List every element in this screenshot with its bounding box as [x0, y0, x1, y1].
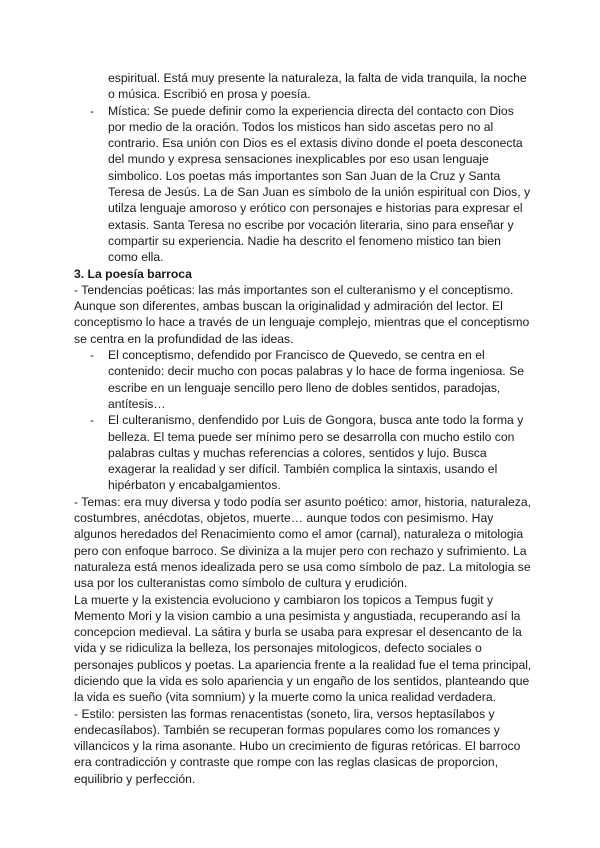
paragraph-tendencias: - Tendencias poéticas: las más importantes son el culteranismo y el conceptismo. Aunque son diferentes, ambas buscan la originalidad y admiración del lector. El conceptismo lo hace a través de un lenguaje complejo, mientras que el conceptismo se centra en la profundidad de las ideas. — [74, 282, 530, 346]
continued-paragraph: espiritual. Está muy presente la naturaleza, la falta de vida tranquila, la noche o música. Escribió en prosa y poesía. — [108, 71, 527, 102]
paragraph-temas: - Temas: era muy diversa y todo podía ser asunto poético: amor, historia, naturaleza, costumbres, anécdotas, objetos, muerte… aunque todos con pesimismo. Hay algunos heredados del Renacimiento como el amor (carnal), naturaleza o mitologia pero con enfoque barroco. Se diviniza a la mujer pero con rechazo y sufrimiento. La naturaleza está menos idealizada pero se usa como símbolo de paz. La mitologia se usa por los culteranistas como símbolo de cultura y erudición. — [74, 494, 532, 591]
list-item-text: El culteranismo, denfendido por Luis de Gongora, busca ante todo la forma y belleza. El tema puede ser mínimo pero se desarrolla con mucho estilo con palabras cultas y muchas referencias a colores, sentidos y lujo. Busca exagerar la realidad y ser difícil. También complica la sintaxis, usando el hipérbaton y encabalgamientos. — [108, 413, 524, 493]
list-item-conceptismo — [74, 347, 534, 412]
paragraph-muerte: La muerte y la existencia evoluciono y cambiaron los topicos a Tempus fugit y Memento Mori y la vision cambio a una pesimista y angustiada, recuperando así la concepcion medieval. La sátira y burla se usaba para expresar el desencanto de la vida y se ridiculiza la belleza, los personajes mitologicos, defecto sociales o personajes publicos y poetas. La apariencia frente a la realidad fue el tema principal, diciendo que la vida es solo apariencia y un engaño de los sentidos, planteando que la vida es sueño (vita somnium) y la muerte como la unica realidad verdadera. — [74, 592, 532, 705]
paragraph-estilo: - Estilo: persisten las formas renacentistas (soneto, lira, versos heptasílabos y endecasílabos). También se recuperan formas populares como los romances y villancicos y la rima asonante. Hubo un crecimiento de figuras retóricas. El barroco era contradicción y contraste que rompe con las reglas clasicas de proporcion, equilibrio y perfección. — [74, 706, 521, 786]
list-item-text: Mística: Se puede definir como la experiencia directa del contacto con Dios por medio de la oración. Todos los misticos han sido ascetas pero no al contrario. Esa unión con Dios es el extasis divino donde el poeta desconecta del mundo y expresa sensaciones inexplicables por eso usan lenguaje simbolico. Los poetas más importantes son San Juan de la Cruz y Santa Teresa de Jesús. La de San Juan es símbolo de la unión espiritual con Dios, y utilza lenguaje amoroso y erótico con personajes e historias para expresar el extasis. Santa Teresa no escribe por vocación literaria, sino para enseñar y compartir su experiencia. Nadie ha descrito el fenomeno mistico tan bien como ella. — [108, 103, 531, 265]
list-item-culteranismo — [74, 412, 534, 493]
section-heading: 3. La poesía barroca — [74, 266, 192, 281]
list-dash: - — [90, 413, 95, 428]
list-item-text: El conceptismo, defendido por Francisco de Quevedo, se centra en el contenido: decir mucho con pocas palabras y lo hace de forma ingeniosa. Se escribe en un lenguaje sencillo pero lleno de dobles sentidos, paradojas, antítesis… — [108, 348, 524, 411]
list-dash: - — [90, 348, 95, 363]
list-item-mistica — [74, 103, 534, 266]
document-page — [74, 70, 534, 787]
list-dash: - — [90, 103, 95, 118]
